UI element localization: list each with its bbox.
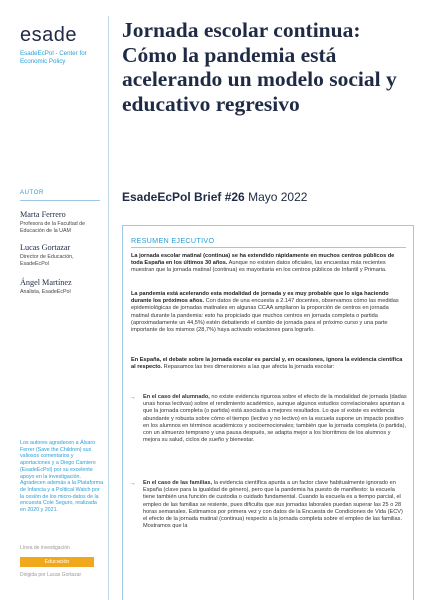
author-entry xyxy=(20,243,102,267)
summary-bullet xyxy=(129,480,407,530)
author-role: Director de Educación, EsadeEcPol xyxy=(20,254,74,267)
summary-paragraph xyxy=(131,357,407,371)
bullet-text xyxy=(141,480,407,530)
paragraph-body: Aunque no existen datos oficiales, las encuestas más recientes muestran que la jornada matinal (continua) es mayoritaria en los centros públicos de Infantil y Primaria. xyxy=(131,260,387,274)
logo-subtitle: EsadeEcPol - Center for Economic Policy xyxy=(20,50,87,65)
author-name: Ángel Martínez xyxy=(20,278,72,287)
document-title: Jornada escolar continua: Cómo la pandemia está acelerando un modelo social y educativo regresivo xyxy=(122,18,397,116)
paragraph-lead: La jornada escolar matinal (continua) se ha extendido rápidamente en muchos centros públicos de toda España en los últimos 30 años. xyxy=(131,253,395,267)
executive-summary-box xyxy=(122,225,414,600)
bullet-lead: En el caso del alumnado, xyxy=(143,394,210,400)
summary-paragraph xyxy=(131,253,407,275)
arrow-right-icon: → xyxy=(129,394,136,401)
author-name: Lucas Gortazar xyxy=(20,243,71,252)
sidebar xyxy=(0,0,108,600)
paragraph-lead: La pandemia está acelerando esta modalidad de jornada y es muy probable que lo siga haciendo durante los próximos años. xyxy=(131,291,389,305)
author-role: Analista, EsadeEcPol xyxy=(20,289,71,295)
brief-line xyxy=(122,190,307,204)
acknowledgement-text: Los autores agradecen a Álvaro Ferrer (Save the Children) sus valiosos comentarios y aportaciones y a Diego Camiero (EsadeEcPol) por su excelente apoyo en la investigación. Agradecen además a la Plataforma de Infancia y a Political Watch por la cesión de los micro-datos de la encuesta Cole Seguro, realizada en 2020 y 2021. xyxy=(20,440,104,514)
author-name: Marta Ferrero xyxy=(20,210,66,219)
research-line-label: Línea de investigación xyxy=(20,545,70,551)
author-role: Profesora de la Facultad de Educación de la UAM xyxy=(20,221,86,234)
brief-number: EsadeEcPol Brief #26 xyxy=(122,190,245,204)
summary-heading: RESUMEN EJECUTIVO xyxy=(131,236,215,245)
author-heading: AUTOR xyxy=(20,190,44,196)
arrow-right-icon: → xyxy=(129,480,136,487)
bullet-body: la evidencia científica apunta a un factor clave habitualmente ignorado en España (clave para la igualdad de género), pero que la pandemia ha puesto de manifiesto: la escuela tiene también una función de custodia o cuidado fundamental. Cuando la escuela es a tiempo parcial, el empleo de las familias se resiente, pues dificulta que sus jornadas laborales puedan superar las 25 o 28 horas semanales. Estimamos por primera vez y con datos de la Encuesta de Condiciones de Vida (ECV) el efecto de la jornada matinal (continua) respecto a la jornada completa sobre el empleo de las familias. Mostramos que la xyxy=(143,480,403,530)
summary-paragraph xyxy=(131,291,407,334)
paragraph-body: Con datos de una encuesta a 2.147 docentes, observamos cómo las medidas epidemiológicas de jornadas matinales en algunas CCAA ampliaron la proporción de centros en jornada matinal durante la pandemia: esto ha propiciado que muchos centros en jornada completa o partida (aproximadamente un 44,5%) estén debatiendo el cambio de jornada para el próximo curso y una parte importante de los mismos (28,7%) haya activado votaciones para lograrlo. xyxy=(131,298,399,334)
summary-divider xyxy=(131,247,406,248)
bullet-text xyxy=(141,394,407,444)
paragraph-lead: En España, el debate sobre la jornada escolar es parcial y, en ocasiones, ignora la evidencia científica al respecto. xyxy=(131,357,403,371)
director-credit: Dirigida por Lucas Gortazar xyxy=(20,572,82,578)
bullet-body: no existe evidencia rigurosa sobre el efecto de la modalidad de jornada (dadas unas horas lectivas) sobre el rendimiento académico, aunque algunos estudios correlacionales apuntan a que la jornada completa (o partida) está asociada a mejores resultados. Lo que sí existe es evidencia abundante y robusta sobre cómo el tiempo (lectivo y no lectivo) en la escuela supone un impacto positivo en los alumnos en términos académicos y socioemocionales; también que la jornada completa (o partida), con un almuerzo temprano y una pausa después, se adapta mejor a los biorritmos de los alumnos y mejora su salud, ciclos de sueño y bienestar. xyxy=(143,394,407,444)
author-entry xyxy=(20,278,102,296)
author-divider xyxy=(20,200,100,201)
summary-bullet xyxy=(129,394,407,444)
main-column xyxy=(122,0,414,600)
research-line-badge: Educación xyxy=(20,557,94,567)
paragraph-body: Repasamos las tres dimensiones a las que afecta la jornada escolar: xyxy=(162,364,335,371)
brief-date: Mayo 2022 xyxy=(244,190,308,204)
bullet-lead: En el caso de las familias, xyxy=(143,480,213,486)
esade-logo: esade xyxy=(20,24,77,46)
author-entry xyxy=(20,210,102,234)
column-divider xyxy=(108,16,109,600)
